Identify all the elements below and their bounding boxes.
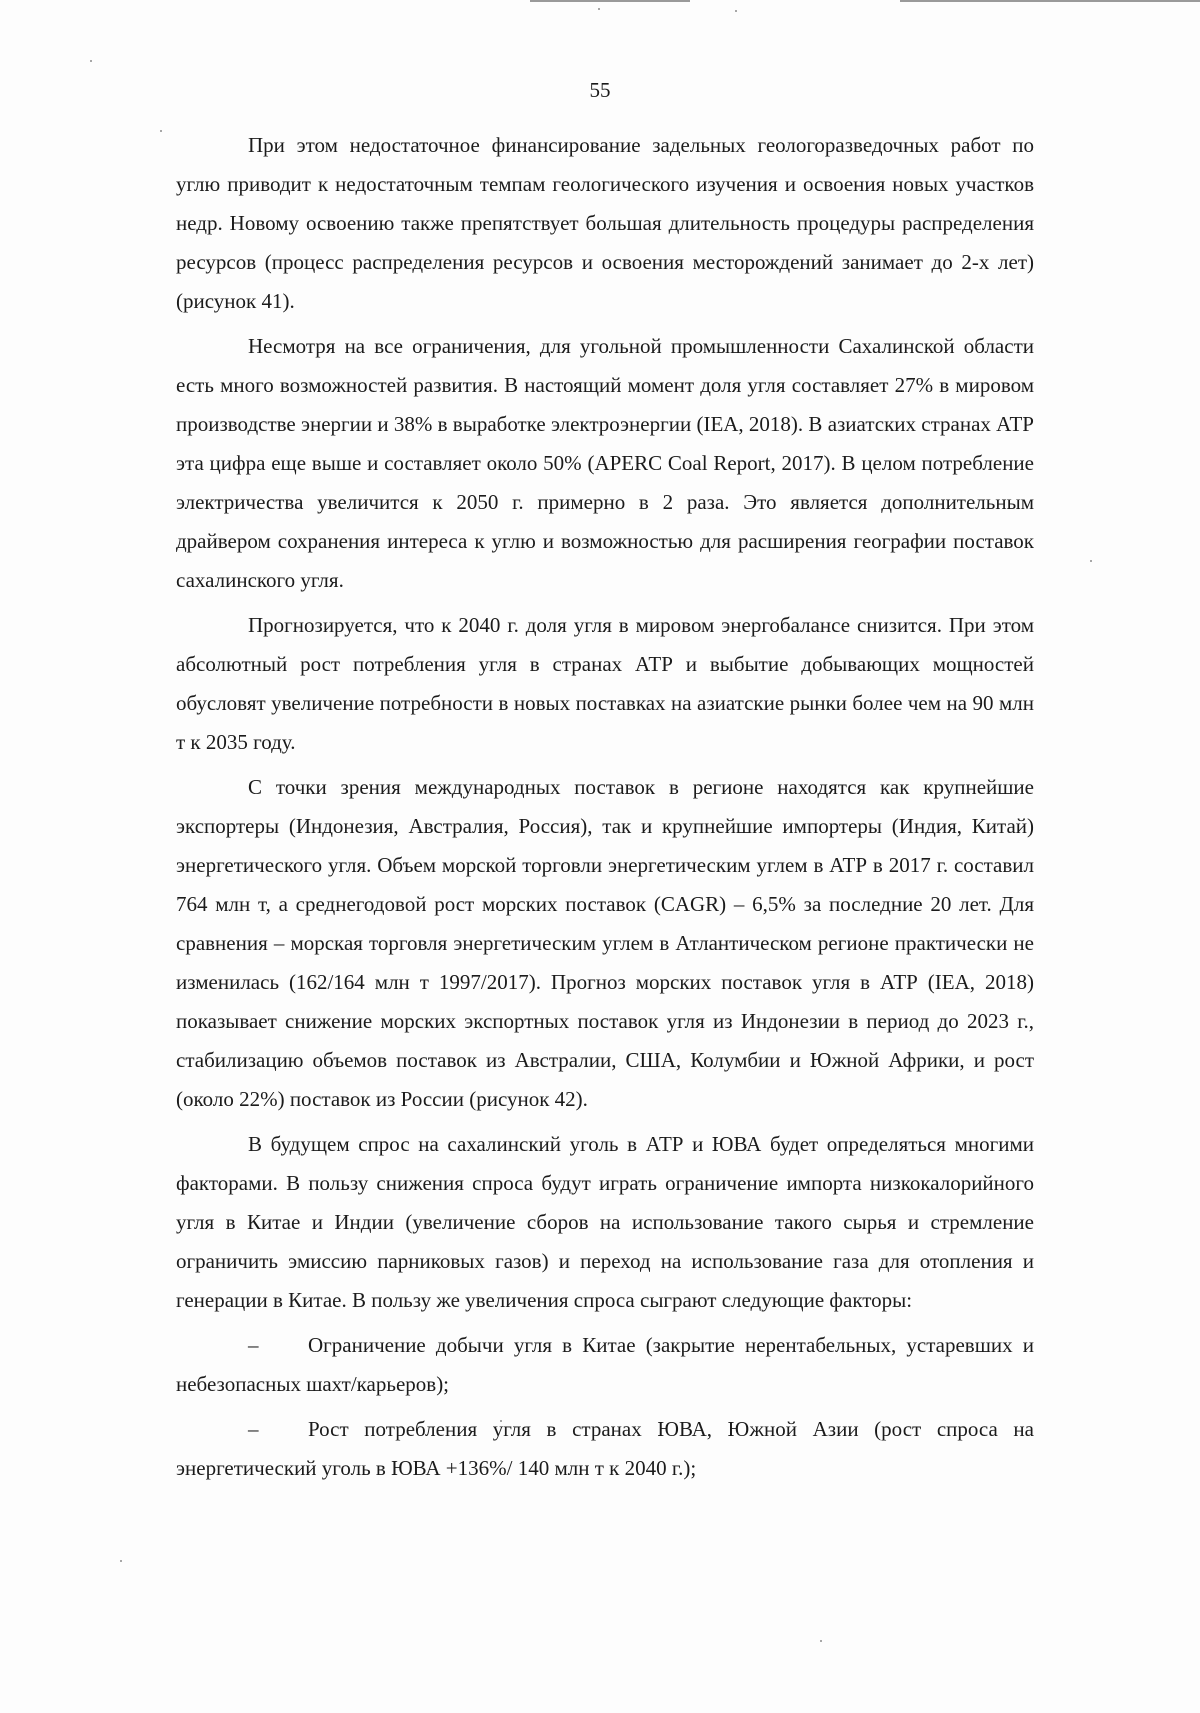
scan-speck bbox=[598, 8, 600, 10]
list-item bbox=[176, 1326, 1034, 1404]
scan-speck bbox=[1090, 560, 1092, 562]
scan-speck bbox=[120, 1560, 122, 1562]
paragraph: При этом недостаточное финансирование задельных геологоразведочных работ по углю приводит к недостаточным темпам геологического изучения и освоения новых участков недр. Новому освоению также препятствует большая длительность процедуры распределения ресурсов (процесс распределения ресурсов и освоения месторождений занимает до 2-х лет) (рисунок 41). bbox=[176, 133, 1034, 313]
document-body bbox=[176, 126, 1034, 1494]
scan-speck bbox=[820, 1640, 822, 1642]
paragraph: Несмотря на все ограничения, для угольной промышленности Сахалинской области есть много возможностей развития. В настоящий момент доля угля составляет 27% в мировом производстве энергии и 38% в выработке электроэнергии (IEA, 2018). В азиатских странах АТР эта цифра еще выше и составляет около 50% (APERC Coal Report, 2017). В целом потребление электричества увеличится к 2050 г. примерно в 2 раза. Это является дополнительным драйвером сохранения интереса к углю и возможностью для расширения географии поставок сахалинского угля. bbox=[176, 334, 1034, 592]
scan-artifact-line bbox=[900, 0, 1200, 2]
list-marker: – bbox=[248, 1417, 259, 1441]
scan-speck bbox=[735, 10, 737, 12]
paragraph: Прогнозируется, что к 2040 г. доля угля в мировом энергобалансе снизится. При этом абсолютный рост потребления угля в странах АТР и выбытие добывающих мощностей обусловят увеличение потребности в новых поставках на азиатские рынки более чем на 90 млн т к 2035 году. bbox=[176, 613, 1034, 754]
scan-speck bbox=[90, 60, 92, 62]
paragraph: С точки зрения международных поставок в регионе находятся как крупнейшие экспортеры (Индонезия, Австралия, Россия), так и крупнейшие импортеры (Индия, Китай) энергетического угля. Объем морской торговли энергетическим углем в АТР в 2017 г. составил 764 млн т, а среднегодовой рост морских поставок (CAGR) – 6,5% за последние 20 лет. Для сравнения – морская торговля энергетическим углем в Атлантическом регионе практически не изменилась (162/164 млн т 1997/2017). Прогноз морских поставок угля в АТР (IEA, 2018) показывает снижение морских экспортных поставок угля из Индонезии в период до 2023 г., стабилизацию объемов поставок из Австралии, США, Колумбии и Южной Африки, и рост (около 22%) поставок из России (рисунок 42). bbox=[176, 775, 1034, 1111]
list-item-text: Рост потребления угля в странах ЮВА, Южной Азии (рост спроса на энергетический уголь в ЮВА +136%/ 140 млн т к 2040 г.); bbox=[176, 1417, 1034, 1480]
paragraph: В будущем спрос на сахалинский уголь в АТР и ЮВА будет определяться многими факторами. В пользу снижения спроса будут играть ограничение импорта низкокалорийного угля в Китае и Индии (увеличение сборов на использование такого сырья и стремление ограничить эмиссию парниковых газов) и переход на использование газа для отопления и генерации в Китае. В пользу же увеличения спроса сыграют следующие факторы: bbox=[176, 1132, 1034, 1312]
list-marker: – bbox=[248, 1333, 259, 1357]
list-item-text: Ограничение добычи угля в Китае (закрытие нерентабельных, устаревших и небезопасных шахт/карьеров); bbox=[176, 1333, 1034, 1396]
scan-speck bbox=[160, 130, 162, 132]
page-number: 55 bbox=[589, 78, 611, 102]
scan-artifact-line bbox=[530, 0, 690, 2]
list-item bbox=[176, 1410, 1034, 1488]
